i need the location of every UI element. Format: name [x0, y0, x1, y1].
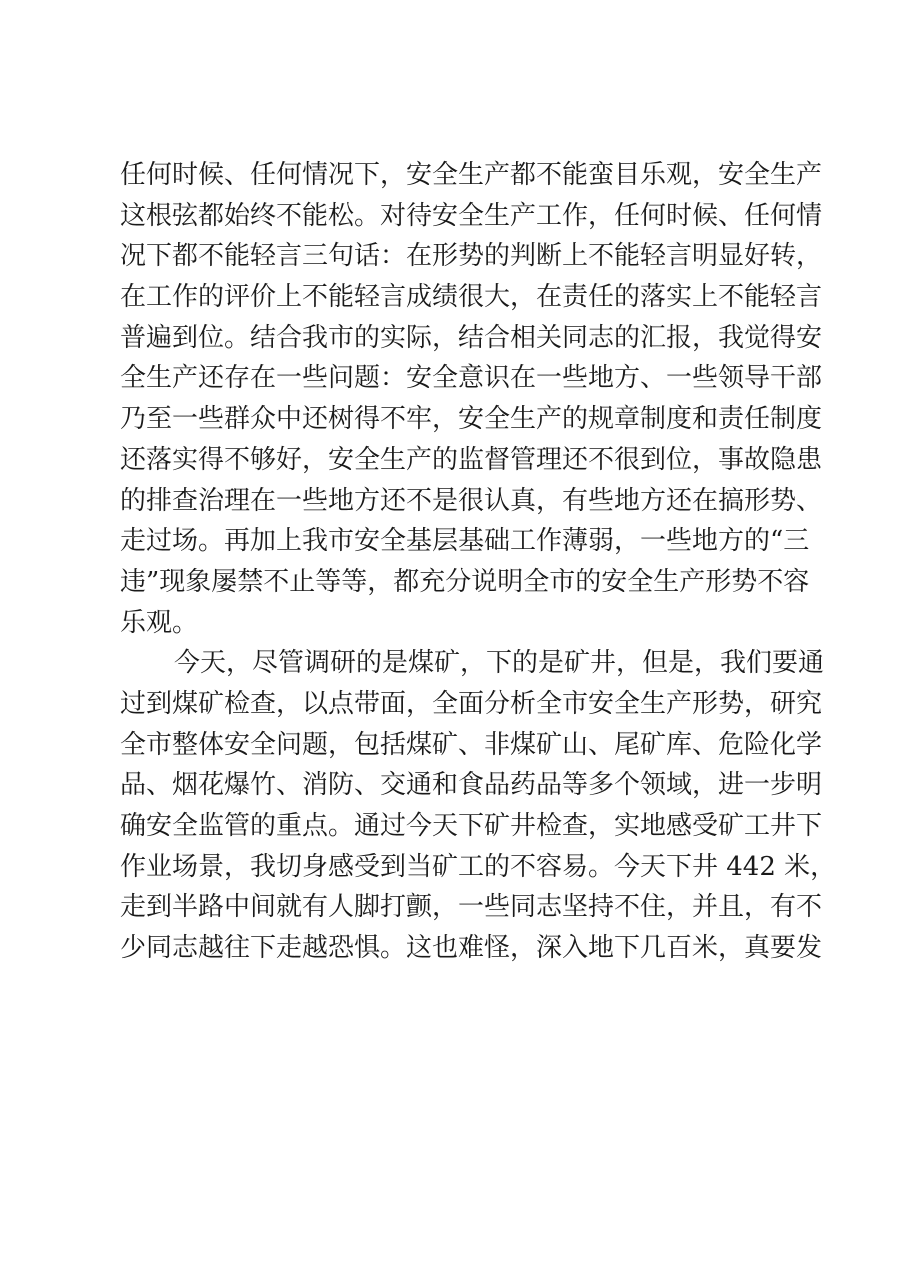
text-line: 走过场。再加上我市安全基层基础工作薄弱，一些地方的“三 — [120, 526, 810, 557]
paragraph — [120, 643, 837, 969]
text-line: 还落实得不够好，安全生产的监督管理还不很到位，事故隐患 — [120, 444, 823, 475]
text-line: 作业场景，我切身感受到当矿工的不容易。今天下井 442 米， — [120, 851, 837, 882]
text-line: 在工作的评价上不能轻言成绩很大，在责任的落实上不能轻言 — [120, 282, 823, 313]
text-line: 违”现象屡禁不止等等，都充分说明全市的安全生产形势不容 — [120, 566, 810, 597]
text-line: 况下都不能轻言三句话：在形势的判断上不能轻言明显好转， — [120, 241, 823, 272]
text-line: 确安全监管的重点。通过今天下矿井检查，实地感受矿工井下 — [120, 811, 823, 841]
text-line: 任何时候、任何情况下，安全生产都不能蛮目乐观，安全生产 — [120, 160, 823, 190]
text-line: 全生产还存在一些问题：安全意识在一些地方、一些领导干部 — [120, 363, 823, 394]
text-line: 少同志越往下走越恐惧。这也难怪，深入地下几百米，真要发 — [120, 933, 823, 964]
text-line: 过到煤矿检查，以点带面，全面分析全市安全生产形势，研究 — [120, 688, 823, 719]
text-line: 普遍到位。结合我市的实际，结合相关同志的汇报，我觉得安 — [120, 322, 823, 353]
document-body — [120, 155, 837, 969]
text-line: 走到半路中间就有人脚打颤，一些同志坚持不住，并且，有不 — [120, 892, 823, 923]
text-line: 品、烟花爆竹、消防、交通和食品药品等多个领域，进一步明 — [120, 770, 823, 801]
text-line: 乃至一些群众中还树得不牢，安全生产的规章制度和责任制度 — [120, 404, 823, 435]
text-line: 全市整体安全问题，包括煤矿、非煤矿山、尾矿库、危险化学 — [120, 729, 823, 760]
text-line: 的排查治理在一些地方还不是很认真，有些地方还在搞形势、 — [120, 485, 823, 516]
text-line: 这根弦都始终不能松。对待安全生产工作，任何时候、任何情 — [120, 200, 823, 231]
text-line: 乐观。 — [120, 607, 199, 638]
paragraph — [120, 155, 823, 643]
text-line: 今天，尽管调研的是煤矿，下的是矿井，但是，我们要通 — [174, 648, 825, 679]
